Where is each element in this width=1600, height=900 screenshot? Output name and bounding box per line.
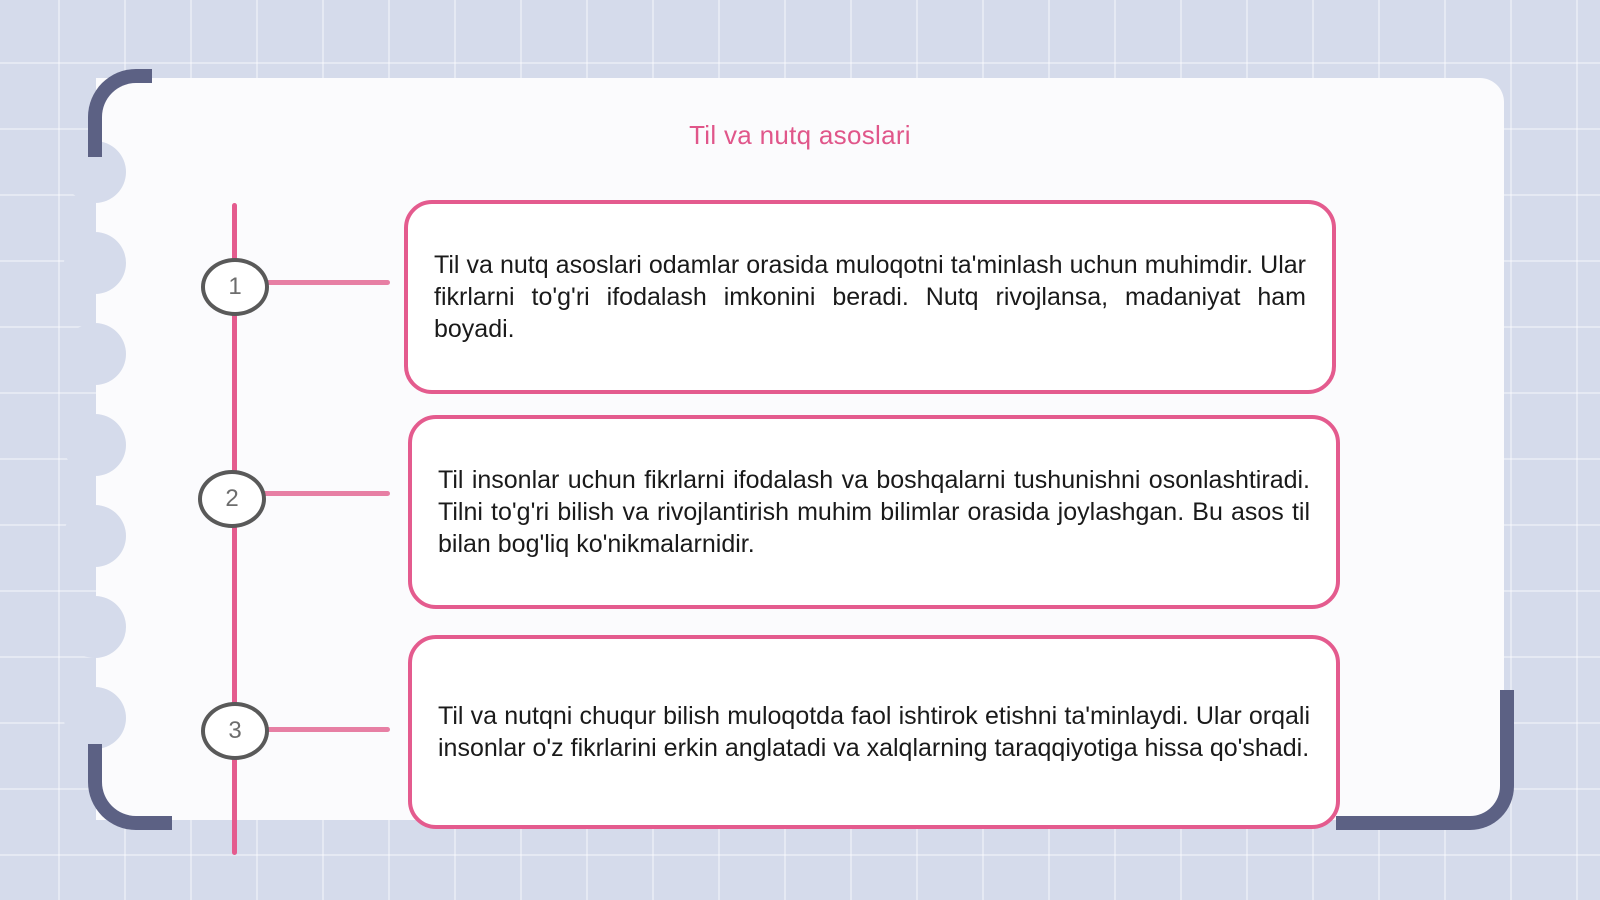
slide-title: Til va nutq asoslari [689, 120, 911, 150]
corner-bracket-bottom-right [1336, 690, 1514, 830]
content-card-3 [408, 635, 1340, 829]
paper-edge-notch [64, 232, 126, 294]
timeline-marker-3 [201, 702, 269, 760]
paper-edge-notch [64, 596, 126, 658]
paper-edge-notch [64, 687, 126, 749]
marker-number: 2 [225, 485, 239, 512]
card-text: Til va nutq asoslari odamlar orasida muloqotni ta'minlash uchun muhimdir. Ular fikrlarni to'g'ri ifodalash imkonini beradi. Nutq rivojlansa, madaniyat ham boyadi. [434, 251, 1306, 343]
card-text: Til insonlar uchun fikrlarni ifodalash va boshqalarni tushunishni osonlashtiradi. Tilni to'g'ri bilish va rivojlantirish muhim bilimlar orasida joylashgan. Bu asos til bilan bog'liq ko'nikmalarnidir. [438, 466, 1310, 558]
timeline-connector-3 [264, 727, 390, 732]
paper-edge-notch [64, 323, 126, 385]
card-text: Til va nutqni chuqur bilish muloqotda faol ishtirok etishni ta'minlaydi. Ular orqali insonlar o'z fikrlarini erkin anglatadi va xalqlarning taraqqiyotiga hissa qo'shadi. [438, 702, 1310, 762]
timeline-connector-2 [262, 491, 390, 496]
marker-number: 3 [228, 717, 242, 744]
content-card-2 [408, 415, 1340, 609]
content-card-1 [404, 200, 1336, 394]
timeline-marker-2 [198, 470, 266, 528]
paper-edge-notch [64, 505, 126, 567]
timeline-marker-1 [201, 258, 269, 316]
timeline-connector-1 [264, 280, 390, 285]
paper-edge-notch [64, 414, 126, 476]
marker-number: 1 [228, 273, 242, 300]
